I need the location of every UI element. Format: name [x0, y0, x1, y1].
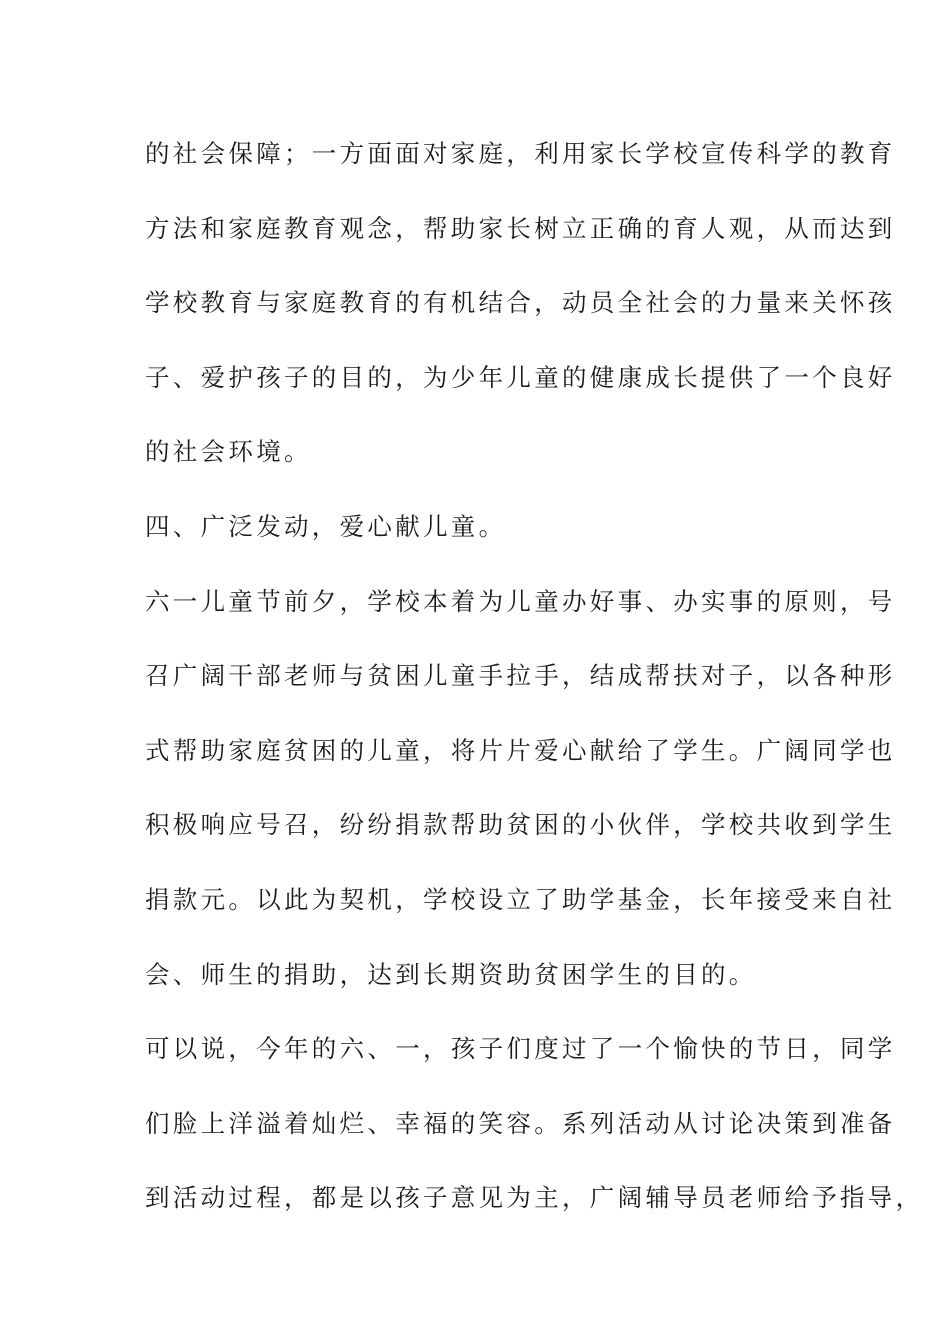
text-line: 召广阔干部老师与贫困儿童手拉手，结成帮扶对子，以各种形	[145, 661, 896, 691]
text-line: 的社会环境。	[145, 437, 312, 467]
text-line: 到活动过程，都是以孩子意见为主，广阔辅导员老师给予指导，	[145, 1183, 924, 1213]
text-line: 会、师生的捐助，达到长期资助贫困学生的目的。	[145, 959, 757, 989]
section-heading: 四、广泛发动，爱心献儿童。	[145, 511, 507, 541]
text-line: 们脸上洋溢着灿烂、幸福的笑容。系列活动从讨论决策到准备	[145, 1108, 896, 1138]
text-line: 学校教育与家庭教育的有机结合，动员全社会的力量来关怀孩	[145, 288, 896, 318]
text-line: 捐款元。以此为契机，学校设立了助学基金，长年接受来自社	[145, 884, 896, 914]
text-line: 的社会保障；一方面面对家庭，利用家长学校宣传科学的教育	[145, 139, 896, 168]
body-text	[145, 129, 924, 1248]
text-line: 方法和家庭教育观念，帮助家长树立正确的育人观，从而达到	[145, 213, 896, 243]
text-line: 可以说，今年的六、一，孩子们度过了一个愉快的节日，同学	[145, 1034, 896, 1064]
text-line: 六一儿童节前夕，学校本着为儿童办好事、办实事的原则，号	[145, 586, 896, 616]
text-line: 式帮助家庭贫困的儿童，将片片爱心献给了学生。广阔同学也	[145, 735, 896, 765]
text-line: 积极响应号召，纷纷捐款帮助贫困的小伙伴，学校共收到学生	[145, 810, 896, 840]
text-line: 子、爱护孩子的目的，为少年儿童的健康成长提供了一个良好	[145, 362, 896, 392]
